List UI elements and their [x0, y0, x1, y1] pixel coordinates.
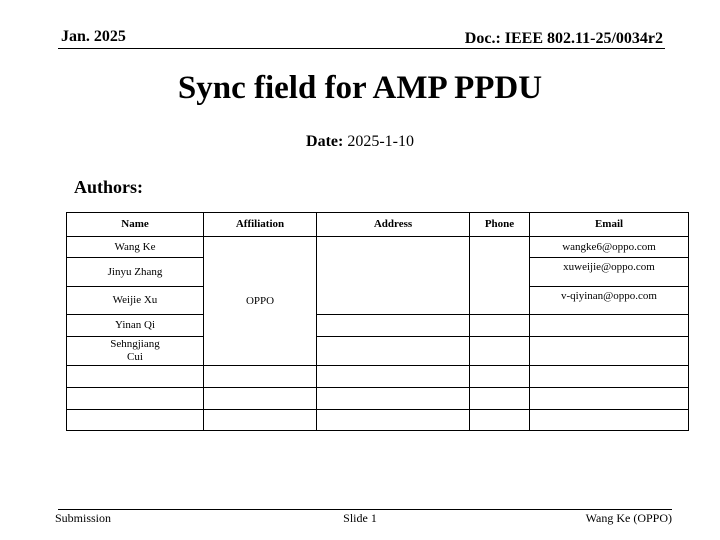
author-address — [317, 337, 470, 366]
col-header-phone: Phone — [470, 213, 530, 237]
table-row — [67, 337, 689, 366]
col-header-email: Email — [530, 213, 689, 237]
header-divider — [58, 48, 665, 49]
table-row — [67, 366, 689, 388]
table-row — [67, 237, 689, 258]
authors-table — [66, 212, 689, 431]
author-name: Sehngjiang Cui — [67, 337, 204, 366]
author-email: xuweijie@oppo.com — [530, 258, 689, 287]
author-email — [530, 337, 689, 366]
author-phone — [470, 315, 530, 337]
author-phone — [470, 337, 530, 366]
authors-heading: Authors: — [74, 177, 144, 197]
author-email: wangke6@oppo.com — [530, 237, 689, 258]
author-email: v-qiyinan@oppo.com — [530, 287, 689, 315]
table-row — [67, 410, 689, 431]
date-line — [0, 133, 720, 151]
date-value: 2025-1-10 — [347, 133, 414, 150]
author-name: Yinan Qi — [67, 315, 204, 337]
author-phone — [470, 237, 530, 315]
author-email — [530, 315, 689, 337]
table-row — [67, 388, 689, 410]
author-name: Jinyu Zhang — [67, 258, 204, 287]
author-address — [317, 237, 470, 315]
date-label: Date: — [306, 133, 344, 150]
author-name: Wang Ke — [67, 237, 204, 258]
col-header-address: Address — [317, 213, 470, 237]
header-doc-id: Doc.: IEEE 802.11-25/0034r2 — [464, 30, 663, 47]
author-affiliation: OPPO — [204, 237, 317, 366]
author-name: Weijie Xu — [67, 287, 204, 315]
footer-slide-number: Slide 1 — [343, 511, 377, 525]
header-date: Jan. 2025 — [61, 28, 126, 45]
table-header-row — [67, 213, 689, 237]
footer-author: Wang Ke (OPPO) — [585, 511, 672, 525]
col-header-affiliation: Affiliation — [204, 213, 317, 237]
slide-title: Sync field for AMP PPDU — [177, 70, 543, 106]
footer-submission: Submission — [55, 511, 112, 525]
footer-divider — [58, 509, 672, 510]
col-header-name: Name — [67, 213, 204, 237]
author-address — [317, 315, 470, 337]
table-row — [67, 315, 689, 337]
